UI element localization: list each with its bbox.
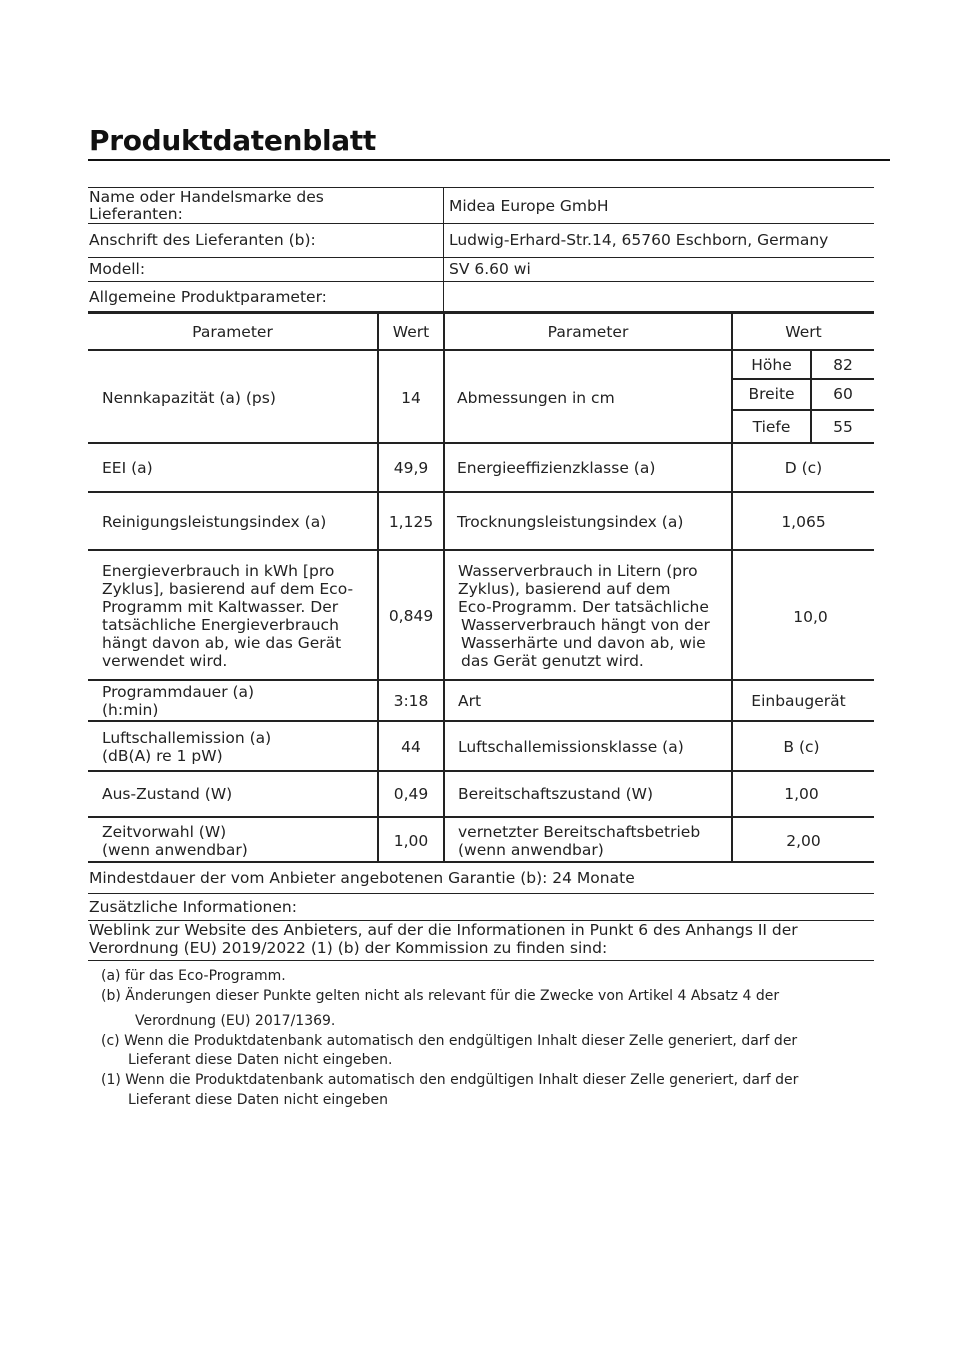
supplier-name-label-2: Lieferanten: — [89, 205, 183, 223]
model-value: SV 6.60 wi — [449, 260, 531, 278]
header-value-2: Wert — [785, 323, 822, 341]
model-label: Modell: — [89, 260, 146, 278]
param-art: Art — [458, 692, 482, 710]
divider — [88, 549, 874, 551]
header-value-1: Wert — [392, 323, 430, 341]
value-art: Einbaugerät — [751, 692, 846, 710]
footnote-1-line-2: Lieferant diese Daten nicht eingeben — [128, 1092, 389, 1108]
divider — [88, 861, 874, 863]
title-underline — [88, 159, 890, 161]
param-zeitvorwahl-line-2: (wenn anwendbar) — [102, 841, 248, 859]
param-energieverbrauch-line-5: hängt davon ab, wie das Gerät — [102, 634, 342, 652]
param-zeitvorwahl-line-1: Zeitvorwahl (W) — [102, 823, 227, 841]
divider — [88, 491, 874, 493]
divider — [88, 816, 874, 818]
supplier-name-label: Name oder Handelsmarke des — [89, 188, 324, 206]
param-luftschallemission-line-2: (dB(A) re 1 pW) — [102, 747, 223, 765]
param-wasserverbrauch-line-3: Eco-Programm. Der tatsächliche — [458, 598, 709, 616]
footnote-c-line-2: Lieferant diese Daten nicht eingeben. — [128, 1052, 393, 1068]
weblink-text-line-2: Verordnung (EU) 2019/2022 (1) (b) der Kommission zu finden sind: — [89, 939, 608, 957]
footnote-1-line-1: (1) Wenn die Produktdatenbank automatisch den endgültigen Inhalt dieser Zelle generiert, darf der — [101, 1072, 799, 1088]
divider — [732, 378, 874, 380]
header-parameter-1: Parameter — [192, 323, 273, 341]
param-vernetzter-bereitschaftsbetrieb-line-2: (wenn anwendbar) — [458, 841, 604, 859]
param-programmdauer-line-1: Programmdauer (a) — [102, 683, 255, 701]
divider — [732, 409, 874, 411]
value-eei: 49,9 — [393, 459, 429, 477]
footnote-b-line-1: (b) Änderungen dieser Punkte gelten nicht als relevant für die Zwecke von Artikel 4 Absatz 4 der — [101, 988, 780, 1004]
param-energieverbrauch-line-3: Programm mit Kaltwasser. Der — [102, 598, 339, 616]
divider — [88, 281, 874, 282]
value-bereitschaftszustand: 1,00 — [784, 785, 819, 803]
general-params-label: Allgemeine Produktparameter: — [89, 288, 327, 306]
param-reinigungsleistungsindex: Reinigungsleistungsindex (a) — [102, 513, 327, 531]
divider — [443, 187, 444, 312]
param-wasserverbrauch-line-4: Wasserverbrauch hängt von der — [461, 616, 710, 634]
param-abmessungen: Abmessungen in cm — [457, 389, 615, 407]
footnote-c-line-1: (c) Wenn die Produktdatenbank automatisch den endgültigen Inhalt dieser Zelle generiert, darf der — [101, 1033, 798, 1049]
additional-info-label: Zusätzliche Informationen: — [89, 898, 297, 916]
value-vernetzter-bereitschaftsbetrieb: 2,00 — [786, 832, 821, 850]
param-bereitschaftszustand: Bereitschaftszustand (W) — [458, 785, 653, 803]
param-luftschallemission-line-1: Luftschallemission (a) — [102, 729, 272, 747]
param-energieverbrauch-line-6: verwendet wird. — [102, 652, 228, 670]
param-trocknungsleistungsindex: Trocknungsleistungsindex (a) — [457, 513, 684, 531]
param-wasserverbrauch-line-5: Wasserhärte und davon ab, wie — [461, 634, 706, 652]
param-wasserverbrauch-line-2: Zyklus), basierend auf dem — [458, 580, 671, 598]
footnote-b-line-2: Verordnung (EU) 2017/1369. — [135, 1013, 336, 1029]
value-aus-zustand: 0,49 — [393, 785, 429, 803]
divider — [88, 257, 874, 258]
value-energieeffizienzklasse: D (c) — [784, 459, 823, 477]
param-aus-zustand: Aus-Zustand (W) — [102, 785, 233, 803]
param-wasserverbrauch-line-6: das Gerät genutzt wird. — [461, 652, 644, 670]
value-luftschallemissionsklasse: B (c) — [783, 738, 820, 756]
value-wasserverbrauch: 10,0 — [793, 608, 828, 626]
value-energieverbrauch: 0,849 — [388, 607, 434, 625]
param-energieverbrauch-line-1: Energieverbrauch in kWh [pro — [102, 562, 335, 580]
divider — [88, 720, 874, 722]
param-programmdauer-line-2: (h:min) — [102, 701, 159, 719]
dim-value-breite: 60 — [833, 385, 853, 403]
value-reinigungsleistungsindex: 1,125 — [388, 513, 434, 531]
divider — [88, 349, 874, 351]
dim-label-tiefe: Tiefe — [752, 418, 791, 436]
param-nennkapazitaet: Nennkapazität (a) (ps) — [102, 389, 276, 407]
divider — [443, 312, 445, 862]
divider — [88, 960, 874, 961]
value-luftschallemission: 44 — [401, 738, 421, 756]
header-parameter-2: Parameter — [547, 323, 629, 341]
value-zeitvorwahl: 1,00 — [393, 832, 429, 850]
supplier-address-value: Ludwig-Erhard-Str.14, 65760 Eschborn, Germany — [449, 231, 829, 249]
supplier-name-value: Midea Europe GmbH — [449, 197, 609, 215]
value-nennkapazitaet: 14 — [401, 389, 421, 407]
param-energieeffizienzklasse: Energieeffizienzklasse (a) — [457, 459, 656, 477]
divider — [88, 893, 874, 894]
divider — [88, 770, 874, 772]
dim-label-hoehe: Höhe — [751, 356, 792, 374]
divider — [88, 679, 874, 681]
page-title: Produktdatenblatt — [89, 124, 376, 157]
divider — [88, 223, 874, 224]
divider — [88, 442, 874, 444]
warranty-text: Mindestdauer der vom Anbieter angebotenen Garantie (b): 24 Monate — [89, 869, 635, 887]
value-programmdauer: 3:18 — [393, 692, 429, 710]
param-wasserverbrauch-line-1: Wasserverbrauch in Litern (pro — [458, 562, 698, 580]
param-luftschallemissionsklasse: Luftschallemissionsklasse (a) — [458, 738, 684, 756]
supplier-address-label: Anschrift des Lieferanten (b): — [89, 231, 316, 249]
value-trocknungsleistungsindex: 1,065 — [781, 513, 826, 531]
dim-value-hoehe: 82 — [833, 356, 853, 374]
weblink-text-line-1: Weblink zur Website des Anbieters, auf der die Informationen in Punkt 6 des Anhangs II der — [89, 921, 798, 939]
param-vernetzter-bereitschaftsbetrieb-line-1: vernetzter Bereitschaftsbetrieb — [458, 823, 701, 841]
divider — [88, 311, 874, 314]
dim-value-tiefe: 55 — [833, 418, 853, 436]
dim-label-breite: Breite — [748, 385, 795, 403]
param-energieverbrauch-line-2: Zyklus], basierend auf dem Eco- — [102, 580, 354, 598]
param-energieverbrauch-line-4: tatsächliche Energieverbrauch — [102, 616, 339, 634]
footnote-a: (a) für das Eco-Programm. — [101, 968, 286, 984]
param-eei: EEI (a) — [102, 459, 153, 477]
